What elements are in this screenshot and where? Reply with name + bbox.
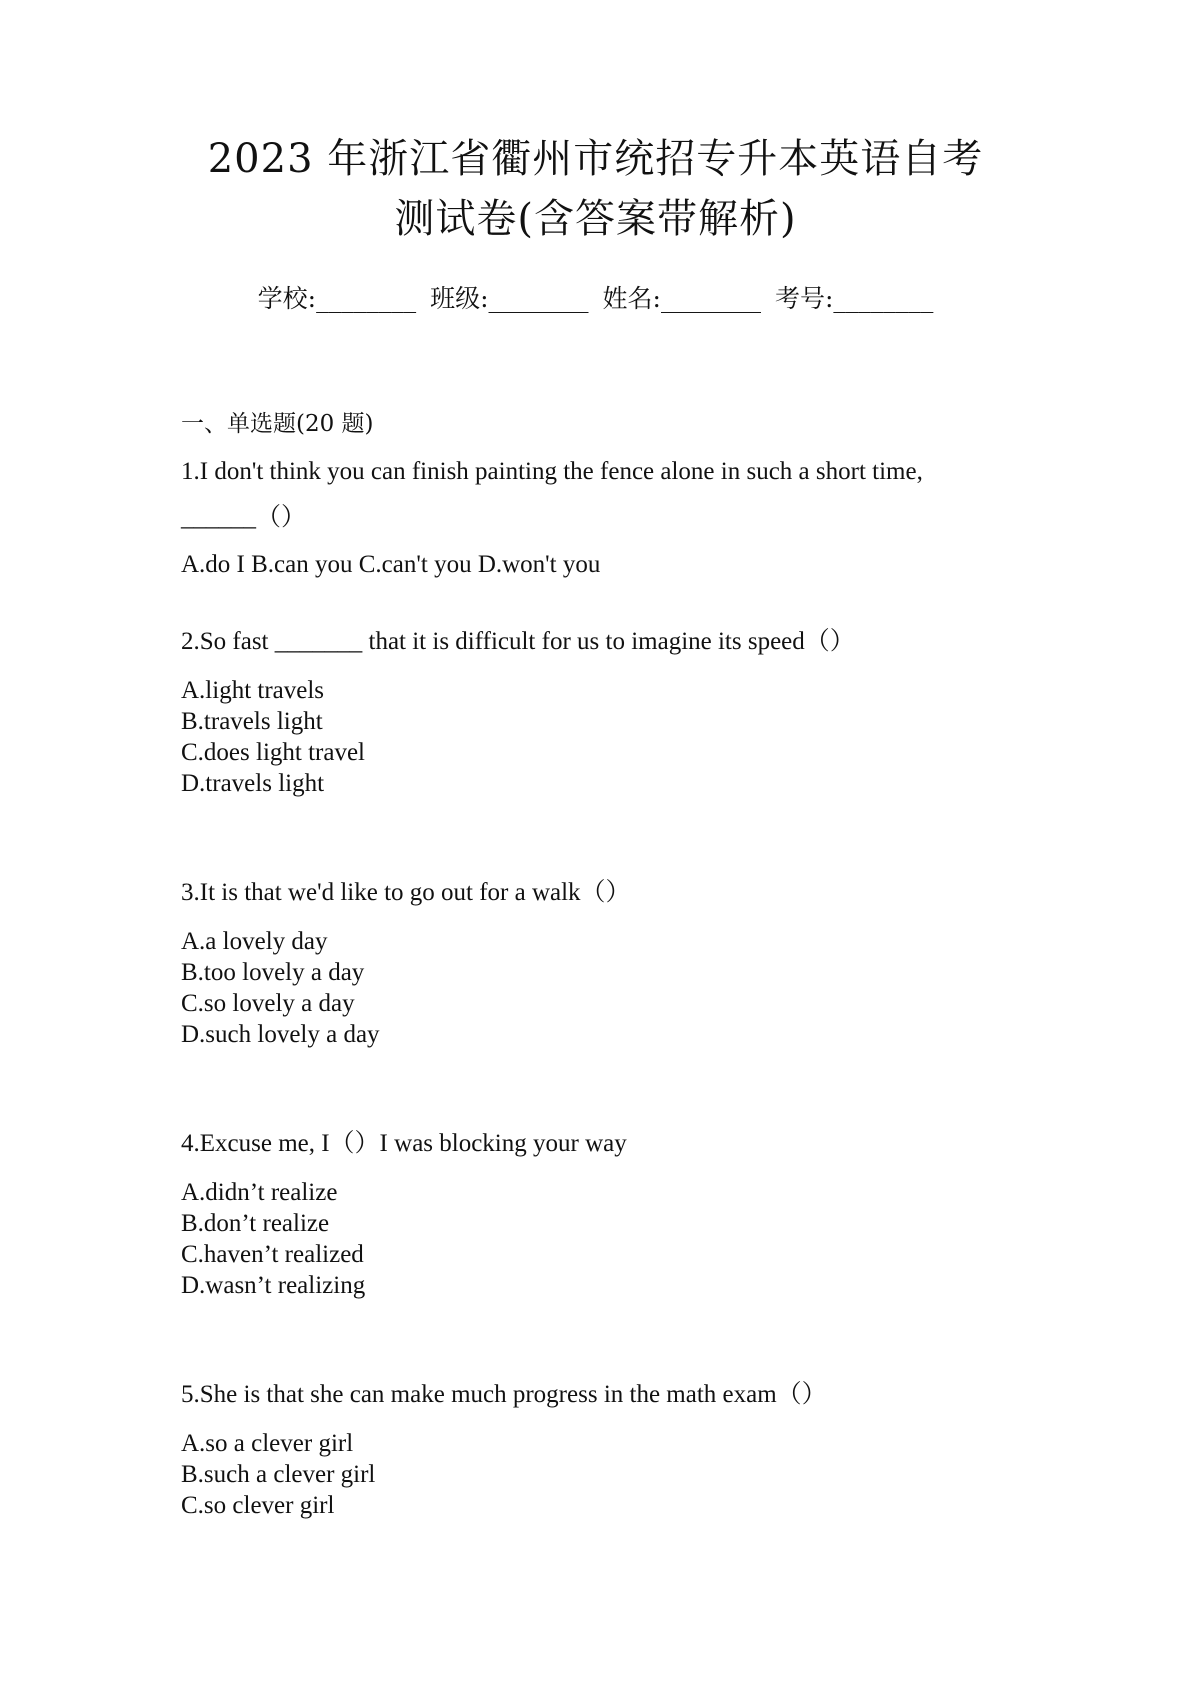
question-2-option-c: C.does light travel: [181, 739, 365, 766]
exam-number-field: [775, 279, 933, 315]
question-1-options: A.do I B.can you C.can't you D.won't you: [181, 551, 601, 578]
question-3-stem: 3.It is that we'd like to go out for a walk（）: [181, 879, 631, 906]
question-3-option-b: B.too lovely a day: [181, 959, 365, 986]
question-1-stem-line-1: 1.I don't think you can finish painting the fence alone in such a short time,: [181, 458, 923, 485]
section-heading: 一、单选题(20 题): [181, 411, 374, 437]
question-2-option-d: D.travels light: [181, 770, 325, 797]
exam-number-blank: ________: [833, 284, 934, 313]
class-blank: ________: [488, 284, 589, 313]
question-5-option-c: C.so clever girl: [181, 1492, 335, 1519]
student-info-row: [0, 279, 1191, 315]
question-2-stem: 2.So fast _______ that it is difficult for us to imagine its speed（）: [181, 628, 855, 655]
question-2-option-b: B.travels light: [181, 708, 323, 735]
name-blank: ________: [660, 284, 761, 313]
class-field: [430, 279, 588, 315]
question-1-stem-line-2: ______（）: [181, 504, 307, 531]
question-5-option-a: A.so a clever girl: [181, 1430, 354, 1457]
question-5-stem: 5.She is that she can make much progress in the math exam（）: [181, 1381, 827, 1408]
name-field: [603, 279, 761, 315]
question-4-option-b: B.don’t realize: [181, 1210, 330, 1237]
question-5-option-b: B.such a clever girl: [181, 1461, 376, 1488]
question-4-option-d: D.wasn’t realizing: [181, 1272, 366, 1299]
question-3-option-a: A.a lovely day: [181, 928, 328, 955]
question-3-option-d: D.such lovely a day: [181, 1021, 380, 1048]
school-blank: ________: [316, 284, 417, 313]
question-4-stem: 4.Excuse me, I（）I was blocking your way: [181, 1130, 627, 1157]
question-4-option-c: C.haven’t realized: [181, 1241, 364, 1268]
question-3-option-c: C.so lovely a day: [181, 990, 355, 1017]
name-label: 姓名:: [602, 284, 661, 313]
exam-title-line-2: 测试卷(含答案带解析): [394, 196, 797, 242]
school-field: [258, 279, 416, 315]
question-4-option-a: A.didn’t realize: [181, 1179, 338, 1206]
question-2-option-a: A.light travels: [181, 677, 325, 704]
class-label: 班级:: [430, 284, 489, 313]
exam-title-line-1: 2023 年浙江省衢州市统招专升本英语自考: [207, 136, 984, 182]
school-label: 学校:: [257, 284, 317, 313]
exam-number-label: 考号:: [774, 284, 834, 313]
